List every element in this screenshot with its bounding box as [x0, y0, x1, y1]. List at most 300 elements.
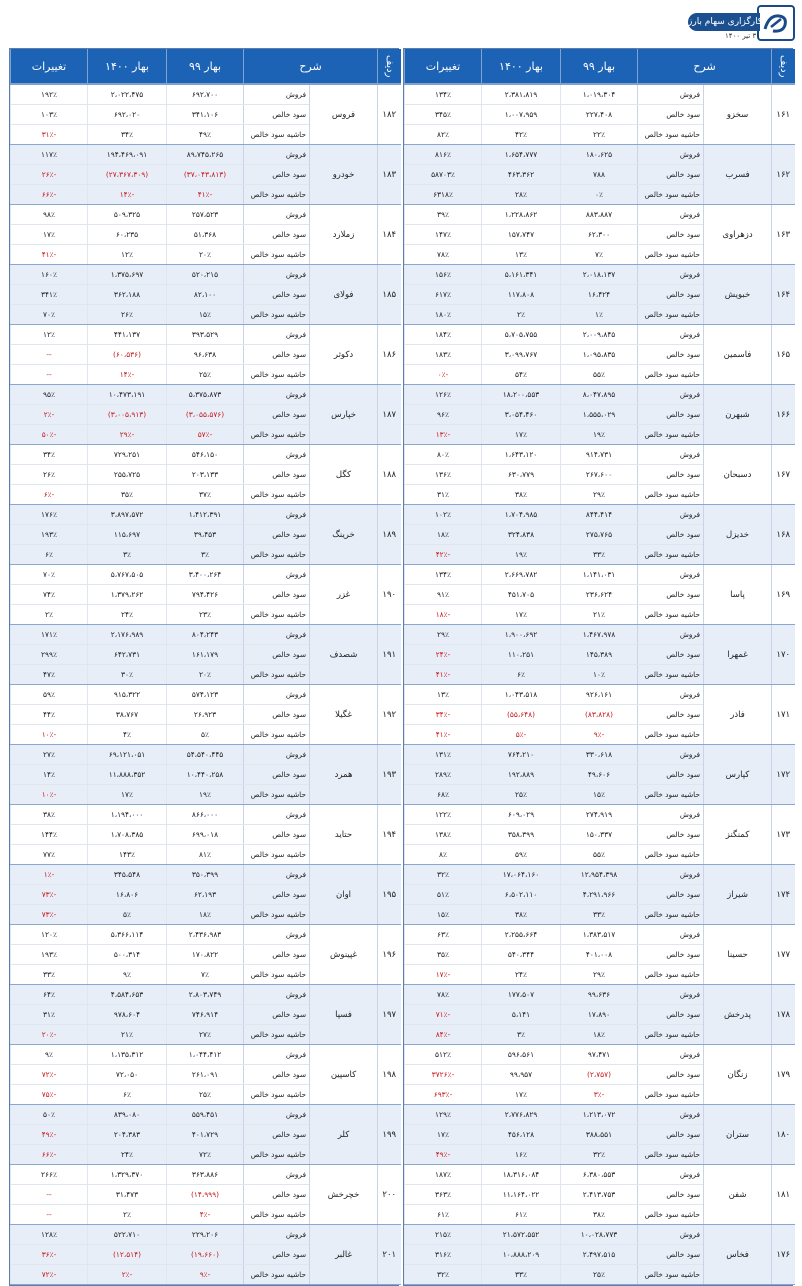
- metric-label: فروش: [638, 625, 704, 645]
- row-number: ۱۶۷: [772, 445, 795, 505]
- change-value: ۳۴٪: [11, 445, 88, 465]
- metric-label: حاشیه سود خالص: [638, 1205, 704, 1225]
- spring-99-value: ۲۵٪: [167, 365, 244, 385]
- change-value: ۲۹٪: [405, 625, 482, 645]
- company-symbol: ستران: [704, 1105, 772, 1165]
- spring-99-value: ۲۵٪: [167, 1085, 244, 1105]
- header-row-number: ردیف: [772, 49, 795, 84]
- change-value: ۸۲٪: [405, 125, 482, 145]
- change-value: ۳۴۱٪: [11, 285, 88, 305]
- metric-label: سود خالص: [638, 1005, 704, 1025]
- metric-label: سود خالص: [638, 1125, 704, 1145]
- change-value: -۴۲٪: [405, 545, 482, 565]
- company-group: [405, 385, 795, 445]
- brand-name: کارگزاری سهام بارز: [688, 13, 760, 31]
- company-symbol: اوان: [310, 865, 378, 925]
- change-value: -۲۶٪: [11, 165, 88, 185]
- spring-1400-value: ۱۱،۱۶۴،۰۲۲: [482, 1185, 561, 1205]
- spring-99-value: ۲۳٪: [167, 605, 244, 625]
- spring-1400-value: ۱،۱۹۴،۰۰۰: [88, 805, 167, 825]
- barez-logo-icon: [757, 5, 795, 41]
- spring-1400-value: ۵،۳۶۶،۱۱۴: [88, 925, 167, 945]
- company-symbol: حتاید: [310, 805, 378, 865]
- spring-99-value: ۹۲۶،۱۶۱: [561, 685, 638, 705]
- change-value: ۸٪: [405, 845, 482, 865]
- change-value: ۱۴۴٪: [11, 825, 88, 845]
- spring-1400-value: ۶۹۲،۰۲۰: [88, 105, 167, 125]
- company-symbol: کگل: [310, 445, 378, 505]
- metric-label: حاشیه سود خالص: [244, 425, 310, 445]
- spring-1400-value: ۴٪: [88, 725, 167, 745]
- change-value: -۱۷٪: [405, 965, 482, 985]
- company-group: [405, 685, 795, 745]
- change-value: ۲۶٪: [11, 465, 88, 485]
- change-value: ۵۱۲٪: [405, 1045, 482, 1065]
- spring-1400-value: ۹۹،۹۵۷: [482, 1065, 561, 1085]
- spring-1400-value: ۵۴۰،۳۴۴: [482, 945, 561, 965]
- spring-99-value: ۸۴۴،۴۱۴: [561, 505, 638, 525]
- spring-1400-value: ۳،۰۹۹،۷۶۷: [482, 345, 561, 365]
- header-spring-99: بهار ۹۹: [167, 49, 244, 84]
- company-symbol: فروس: [310, 84, 378, 145]
- spring-99-value: ۲۰۳،۱۳۳: [167, 465, 244, 485]
- row-number: ۱۸۱: [772, 1165, 795, 1225]
- company-symbol: کپارس: [704, 745, 772, 805]
- metric-label: سود خالص: [638, 465, 704, 485]
- spring-99-value: ۳۲٪: [561, 1145, 638, 1165]
- metric-label: حاشیه سود خالص: [244, 1145, 310, 1165]
- spring-1400-value: ۱۷،۰۶۴،۱۶۰: [482, 865, 561, 885]
- spring-99-value: ۱۰،۴۴۰،۲۵۸: [167, 765, 244, 785]
- table-row: [405, 265, 795, 285]
- metric-label: فروش: [638, 265, 704, 285]
- spring-99-value: ۵۵۹،۴۵۱: [167, 1105, 244, 1125]
- spring-1400-value: ۲۵٪: [482, 785, 561, 805]
- row-number: ۱۹۳: [378, 745, 401, 805]
- metric-label: حاشیه سود خالص: [244, 485, 310, 505]
- change-value: ۱۷۶٪: [11, 505, 88, 525]
- company-symbol: شصدف: [310, 625, 378, 685]
- spring-99-value: -۹٪: [561, 725, 638, 745]
- row-number: ۱۸۲: [378, 84, 401, 145]
- company-group: [11, 385, 401, 445]
- table-row: [405, 205, 795, 225]
- spring-99-value: ۵۴،۵۴۰،۴۴۵: [167, 745, 244, 765]
- metric-label: حاشیه سود خالص: [638, 665, 704, 685]
- table-row: [405, 565, 795, 585]
- change-value: -۳۷۲۶٪: [405, 1065, 482, 1085]
- spring-1400-value: ۱۴۳٪: [88, 845, 167, 865]
- spring-99-value: ۳۳۰،۶۱۸: [561, 745, 638, 765]
- spring-1400-value: ۳۵۸،۳۹۹: [482, 825, 561, 845]
- spring-1400-value: ۴،۵۸۴،۶۵۳: [88, 985, 167, 1005]
- change-value: -۴۱٪: [405, 665, 482, 685]
- spring-99-value: ۲،۴۱۳،۷۵۳: [561, 1185, 638, 1205]
- spring-99-value: ۳۸۸،۵۵۱: [561, 1125, 638, 1145]
- spring-99-value: ۱۴۵،۳۸۹: [561, 645, 638, 665]
- table-row: [11, 265, 401, 285]
- change-value: ۱۷٪: [405, 1125, 482, 1145]
- metric-label: فروش: [638, 145, 704, 165]
- table-row: [405, 685, 795, 705]
- row-number: ۱۸۵: [378, 265, 401, 325]
- company-symbol: کاسپین: [310, 1045, 378, 1105]
- metric-label: سود خالص: [244, 645, 310, 665]
- change-value: ۱۷۱٪: [11, 625, 88, 645]
- metric-label: فروش: [638, 325, 704, 345]
- spring-99-value: ۳۹،۴۵۳: [167, 525, 244, 545]
- change-value: -۱۰٪: [11, 785, 88, 805]
- spring-1400-value: ۵۰۹،۳۲۵: [88, 205, 167, 225]
- company-symbol: خپارس: [310, 385, 378, 445]
- spring-99-value: ۵۲۰،۲۱۵: [167, 265, 244, 285]
- metric-label: سود خالص: [244, 225, 310, 245]
- spring-99-value: ۹۷،۴۷۱: [561, 1045, 638, 1065]
- company-symbol: حسینا: [704, 925, 772, 985]
- metric-label: سود خالص: [244, 1065, 310, 1085]
- spring-1400-value: (۳،۰۰۵،۹۱۳): [88, 405, 167, 425]
- metric-label: حاشیه سود خالص: [638, 605, 704, 625]
- spring-99-value: ۲۵٪: [561, 1265, 638, 1285]
- table-row: [11, 145, 401, 165]
- table-row: [405, 745, 795, 765]
- spring-1400-value: ۳۸٪: [482, 485, 561, 505]
- metric-label: حاشیه سود خالص: [244, 605, 310, 625]
- company-group: [11, 565, 401, 625]
- change-value: ۳۸٪: [11, 805, 88, 825]
- spring-99-value: ۷۸۸: [561, 165, 638, 185]
- spring-99-value: ۵۴۶،۱۵۰: [167, 445, 244, 465]
- change-value: ۱۴۷٪: [405, 225, 482, 245]
- metric-label: سود خالص: [638, 825, 704, 845]
- spring-99-value: ۷٪: [167, 965, 244, 985]
- change-value: -۳۱٪: [11, 125, 88, 145]
- spring-1400-value: ۱۷٪: [88, 785, 167, 805]
- metric-label: فروش: [244, 685, 310, 705]
- metric-label: حاشیه سود خالص: [638, 845, 704, 865]
- spring-99-value: ۲۲۷،۴۰۸: [561, 105, 638, 125]
- spring-99-value: ۱۸٪: [167, 905, 244, 925]
- spring-99-value: ۱۷،۸۹۰: [561, 1005, 638, 1025]
- metric-label: فروش: [244, 505, 310, 525]
- spring-1400-value: ۵٪: [88, 905, 167, 925]
- spring-99-value: -۴۱٪: [167, 185, 244, 205]
- company-symbol: همرد: [310, 745, 378, 805]
- metric-label: فروش: [244, 1045, 310, 1065]
- company-symbol: پاسا: [704, 565, 772, 625]
- spring-1400-value: ۶۱٪: [482, 1205, 561, 1225]
- spring-1400-value: ۱۹۲،۸۸۹: [482, 765, 561, 785]
- company-group: [405, 84, 795, 145]
- metric-label: حاشیه سود خالص: [638, 305, 704, 325]
- spring-99-value: ۷۹۴،۴۲۶: [167, 585, 244, 605]
- change-value: ۱۲۸٪: [11, 1225, 88, 1245]
- metric-label: فروش: [244, 84, 310, 105]
- company-symbol: دزهراوی: [704, 205, 772, 265]
- spring-99-value: ۸۹،۷۴۵،۲۶۵: [167, 145, 244, 165]
- metric-label: فروش: [244, 265, 310, 285]
- metric-label: حاشیه سود خالص: [638, 725, 704, 745]
- spring-1400-value: ۱،۷۰۸،۳۸۵: [88, 825, 167, 845]
- spring-1400-value: ۱،۲۲۸،۸۶۲: [482, 205, 561, 225]
- spring-99-value: ۴،۲۹۱،۹۶۶: [561, 885, 638, 905]
- header-changes: تغییرات: [405, 49, 482, 84]
- change-value: -۶۶٪: [11, 1145, 88, 1165]
- spring-1400-value: ۲،۶۶۹،۷۸۲: [482, 565, 561, 585]
- spring-99-value: ۲۵۷،۵۲۳: [167, 205, 244, 225]
- spring-99-value: ۵٪: [167, 725, 244, 745]
- table-row: [11, 445, 401, 465]
- table-row: [11, 505, 401, 525]
- spring-1400-value: ۵۰۰،۳۱۴: [88, 945, 167, 965]
- spring-1400-value: ۱۹۴،۴۶۹،۰۹۱: [88, 145, 167, 165]
- row-number: ۱۶۵: [772, 325, 795, 385]
- spring-1400-value: ۲٪: [482, 305, 561, 325]
- right-table-panel: [403, 48, 793, 1286]
- spring-99-value: ۷۴۶،۹۱۴: [167, 1005, 244, 1025]
- metric-label: فروش: [638, 745, 704, 765]
- metric-label: فروش: [244, 1225, 310, 1245]
- header-row-number: ردیف: [378, 49, 401, 84]
- spring-99-value: ۴۹٪: [167, 125, 244, 145]
- change-value: ۱۴٪: [11, 765, 88, 785]
- metric-label: حاشیه سود خالص: [638, 1085, 704, 1105]
- table-row: [11, 1045, 401, 1065]
- company-symbol: شبهرن: [704, 385, 772, 445]
- spring-1400-value: ۷۲،۰۵۰: [88, 1065, 167, 1085]
- change-value: --: [11, 1205, 88, 1225]
- company-symbol: پدرخش: [704, 985, 772, 1045]
- company-symbol: کمنگنز: [704, 805, 772, 865]
- metric-label: سود خالص: [244, 885, 310, 905]
- spring-99-value: ۲،۸۰۳،۷۴۹: [167, 985, 244, 1005]
- spring-99-value: ۱۶۱،۱۷۹: [167, 645, 244, 665]
- change-value: ۱۰۲٪: [405, 505, 482, 525]
- change-value: ۱۸۰٪: [405, 305, 482, 325]
- metric-label: حاشیه سود خالص: [244, 965, 310, 985]
- metric-label: سود خالص: [244, 765, 310, 785]
- metric-label: حاشیه سود خالص: [244, 725, 310, 745]
- spring-1400-value: ۱۵۷،۷۴۷: [482, 225, 561, 245]
- spring-99-value: ۱۹٪: [167, 785, 244, 805]
- spring-1400-value: ۴۶۳،۳۶۲: [482, 165, 561, 185]
- metric-label: حاشیه سود خالص: [244, 845, 310, 865]
- change-value: ۲۶۶٪: [11, 1165, 88, 1185]
- row-number: ۱۸۷: [378, 385, 401, 445]
- spring-1400-value: -۲٪: [88, 1265, 167, 1285]
- spring-1400-value: ۲۰۴،۳۸۳: [88, 1125, 167, 1145]
- table-row: [11, 745, 401, 765]
- spring-99-value: ۶۲،۳۰۰: [561, 225, 638, 245]
- change-value: -۷۳٪: [11, 885, 88, 905]
- spring-1400-value: ۱۶٪: [482, 1145, 561, 1165]
- spring-99-value: ۳٪: [167, 545, 244, 565]
- company-group: [405, 1225, 795, 1285]
- spring-1400-value: ۵۴٪: [482, 365, 561, 385]
- spring-1400-value: ۵۹٪: [482, 845, 561, 865]
- spring-99-value: ۲،۰۱۸،۱۳۷: [561, 265, 638, 285]
- change-value: ۱۸۴٪: [405, 325, 482, 345]
- company-group: [11, 145, 401, 205]
- change-value: ۳۲٪: [405, 1265, 482, 1285]
- table-row: [405, 1225, 795, 1245]
- spring-1400-value: ۶۹،۱۲۱،۰۵۱: [88, 745, 167, 765]
- table-row: [405, 1165, 795, 1185]
- metric-label: سود خالص: [638, 345, 704, 365]
- spring-1400-value: ۱۳٪: [482, 245, 561, 265]
- spring-1400-value: ۱۰،۴۷۳،۱۹۱: [88, 385, 167, 405]
- row-number: ۱۹۶: [378, 925, 401, 985]
- spring-1400-value: ۵،۱۶۱،۳۴۱: [482, 265, 561, 285]
- company-group: [11, 205, 401, 265]
- change-value: -۴۹٪: [11, 1125, 88, 1145]
- metric-label: فروش: [244, 745, 310, 765]
- change-value: ۴۷٪: [11, 665, 88, 685]
- metric-label: فروش: [638, 565, 704, 585]
- change-value: ۷۸٪: [405, 985, 482, 1005]
- spring-1400-value: ۳،۰۵۴،۴۶۰: [482, 405, 561, 425]
- company-group: [11, 985, 401, 1045]
- spring-1400-value: (۶۰،۵۳۶): [88, 345, 167, 365]
- spring-99-value: ۱،۰۹۵،۸۳۵: [561, 345, 638, 365]
- company-symbol: غزر: [310, 565, 378, 625]
- change-value: ۹٪: [11, 1045, 88, 1065]
- table-row: [11, 865, 401, 885]
- metric-label: فروش: [638, 805, 704, 825]
- spring-99-value: ۶۲،۱۹۳: [167, 885, 244, 905]
- change-value: ۱۲۶٪: [405, 385, 482, 405]
- spring-1400-value: ۹٪: [88, 965, 167, 985]
- spring-1400-value: ۶٪: [88, 1085, 167, 1105]
- metric-label: سود خالص: [244, 1245, 310, 1265]
- change-value: ۳۹٪: [405, 205, 482, 225]
- spring-1400-value: ۲۵۵،۷۲۵: [88, 465, 167, 485]
- row-number: ۱۷۸: [772, 985, 795, 1045]
- row-number: ۱۸۳: [378, 145, 401, 205]
- change-value: ۱۷٪: [11, 225, 88, 245]
- row-number: ۲۰۰: [378, 1165, 401, 1225]
- change-value: ۵۹٪: [11, 685, 88, 705]
- change-value: ۱۸۷٪: [405, 1165, 482, 1185]
- company-group: [11, 265, 401, 325]
- spring-99-value: ۹۶،۶۳۸: [167, 345, 244, 365]
- change-value: -۱٪: [11, 865, 88, 885]
- header-description: شرح: [638, 49, 772, 84]
- metric-label: فروش: [244, 445, 310, 465]
- metric-label: حاشیه سود خالص: [638, 785, 704, 805]
- change-value: ۳۱۶٪: [405, 1245, 482, 1265]
- metric-label: فروش: [244, 205, 310, 225]
- metric-label: حاشیه سود خالص: [244, 545, 310, 565]
- spring-99-value: ۷۲٪: [167, 1145, 244, 1165]
- metric-label: حاشیه سود خالص: [244, 1205, 310, 1225]
- change-value: -۳۶٪: [11, 1245, 88, 1265]
- spring-99-value: ۱۲،۹۵۴،۳۹۸: [561, 865, 638, 885]
- change-value: ۱۹۳٪: [11, 525, 88, 545]
- metric-label: حاشیه سود خالص: [638, 1145, 704, 1165]
- row-number: ۱۶۴: [772, 265, 795, 325]
- company-symbol: خچرخش: [310, 1165, 378, 1225]
- spring-99-value: ۲۳۶،۶۲۴: [561, 585, 638, 605]
- spring-99-value: ۸۰۴،۲۴۳: [167, 625, 244, 645]
- change-value: ۱۵٪: [405, 905, 482, 925]
- change-value: ۱۲۹٪: [405, 1105, 482, 1125]
- change-value: ۲۱۵٪: [405, 1225, 482, 1245]
- spring-99-value: ۲۲۹،۲۰۶: [167, 1225, 244, 1245]
- spring-99-value: ۱،۵۵۵،۰۲۹: [561, 405, 638, 425]
- spring-99-value: ۱۸۰،۶۲۵: [561, 145, 638, 165]
- spring-99-value: ۱۶،۴۲۴: [561, 285, 638, 305]
- spring-1400-value: ۱۷٪: [482, 425, 561, 445]
- spring-1400-value: ۲۴٪: [88, 1145, 167, 1165]
- table-row: [405, 445, 795, 465]
- metric-label: سود خالص: [638, 165, 704, 185]
- change-value: -۲٪: [11, 405, 88, 425]
- table-row: [405, 385, 795, 405]
- change-value: ۳۴۵٪: [405, 105, 482, 125]
- change-value: --: [11, 365, 88, 385]
- row-number: ۱۶۸: [772, 505, 795, 565]
- change-value: ۱۳۴٪: [405, 565, 482, 585]
- spring-99-value: ۵،۳۷۵،۸۷۳: [167, 385, 244, 405]
- spring-1400-value: ۹۱۵،۳۲۲: [88, 685, 167, 705]
- change-value: ۳۶۳٪: [405, 1185, 482, 1205]
- row-number: ۱۹۷: [378, 985, 401, 1045]
- change-value: ۱۲۰٪: [11, 925, 88, 945]
- metric-label: سود خالص: [244, 585, 310, 605]
- company-symbol: فسرب: [704, 145, 772, 205]
- spring-99-value: ۸۱٪: [167, 845, 244, 865]
- spring-99-value: ۳۴۱،۱۰۶: [167, 105, 244, 125]
- metric-label: فروش: [244, 985, 310, 1005]
- table-row: [11, 385, 401, 405]
- change-value: ۶۳٪: [405, 925, 482, 945]
- spring-1400-value: ۳۴٪: [88, 125, 167, 145]
- spring-99-value: ۱،۰۱۹،۳۰۴: [561, 84, 638, 105]
- change-value: ۹۸٪: [11, 205, 88, 225]
- company-symbol: غالبر: [310, 1225, 378, 1285]
- spring-1400-value: ۲۱،۵۷۲،۵۵۲: [482, 1225, 561, 1245]
- metric-label: حاشیه سود خالص: [638, 1025, 704, 1045]
- spring-1400-value: ۴۵۶،۱۲۸: [482, 1125, 561, 1145]
- spring-99-value: ۹۹،۶۳۶: [561, 985, 638, 1005]
- change-value: -۴۹٪: [405, 1145, 482, 1165]
- spring-99-value: ۳۵۰،۳۹۹: [167, 865, 244, 885]
- company-group: [405, 505, 795, 565]
- row-number: ۱۸۰: [772, 1105, 795, 1165]
- spring-99-value: ۳۸٪: [561, 1205, 638, 1225]
- spring-99-value: ۲۹٪: [561, 485, 638, 505]
- metric-label: فروش: [244, 325, 310, 345]
- table-row: [11, 1105, 401, 1125]
- report-header: [0, 0, 802, 46]
- spring-1400-value: (۵۵،۶۴۸): [482, 705, 561, 725]
- spring-1400-value: -۱۴٪: [88, 185, 167, 205]
- metric-label: حاشیه سود خالص: [244, 1265, 310, 1285]
- metric-label: حاشیه سود خالص: [244, 245, 310, 265]
- change-value: ۱۳۴٪: [405, 84, 482, 105]
- metric-label: فروش: [244, 145, 310, 165]
- spring-99-value: ۲۶۱،۰۹۱: [167, 1065, 244, 1085]
- company-symbol: فاذر: [704, 685, 772, 745]
- change-value: ۹۵٪: [11, 385, 88, 405]
- spring-99-value: ۴۰۱،۷۲۹: [167, 1125, 244, 1145]
- table-row: [11, 325, 401, 345]
- row-number: ۱۹۴: [378, 805, 401, 865]
- change-value: ۸۱۶٪: [405, 145, 482, 165]
- change-value: ۱۱۷٪: [11, 145, 88, 165]
- company-symbol: غمهرا: [704, 625, 772, 685]
